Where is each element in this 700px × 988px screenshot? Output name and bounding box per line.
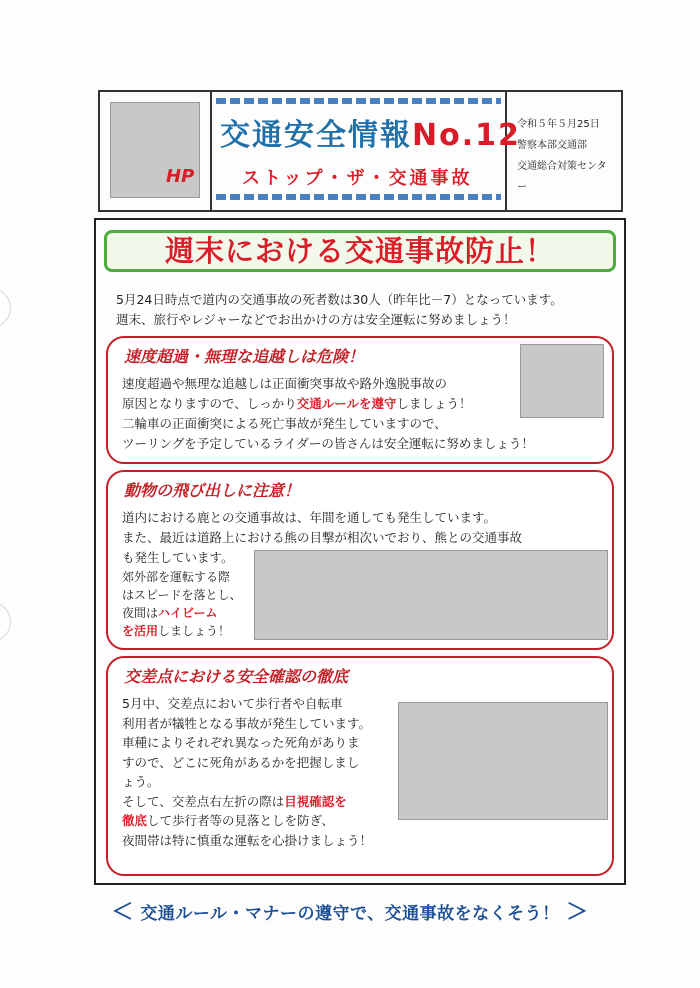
text-line: を活用しましょう！ bbox=[122, 624, 231, 638]
issuer-department: 警察本部交通部 bbox=[517, 140, 587, 151]
headline-banner: 週末における交通事故防止！ bbox=[104, 230, 616, 272]
text-line: 郊外部を運転する際 bbox=[122, 570, 231, 584]
dot-strip-top bbox=[216, 98, 501, 104]
issuer-center: 交通総合対策センター bbox=[517, 161, 607, 193]
main-content-box bbox=[94, 218, 626, 885]
text-line: 徹底して歩行者等の見落としを防ぎ、 bbox=[122, 813, 335, 828]
header-box bbox=[98, 90, 623, 212]
text-line: 二輪車の正面衝突による死亡事故が発生していますので、 bbox=[122, 416, 447, 431]
slogan-text: 交通ルール・マナーの遵守で、交通事故をなくそう！ bbox=[140, 904, 560, 924]
mascot-area bbox=[100, 92, 212, 210]
slogan bbox=[0, 895, 700, 926]
driver-night-view-illustration bbox=[398, 702, 608, 820]
chevron-left-icon: ＜ bbox=[111, 900, 134, 925]
intersection-text bbox=[122, 694, 372, 850]
text-line: 夜間帯は特に慎重な運転を心掛けましょう！ bbox=[122, 832, 373, 848]
text-line: 車種によりそれぞれ異なった死角がありま bbox=[122, 735, 360, 750]
intro-line: 週末、旅行やレジャーなどでお出かけの方は安全運転に努めましょう！ bbox=[116, 312, 516, 327]
intro-text bbox=[116, 290, 563, 330]
text-line: 原因となりますので、しっかり交通ルールを遵守しましょう！ bbox=[122, 396, 472, 411]
issue-date: 令和５年５月25日 bbox=[517, 119, 600, 130]
issue-number: No.12 bbox=[412, 118, 521, 153]
speeding-panel bbox=[106, 336, 614, 464]
highlight-visual-check: 目視確認を bbox=[284, 793, 347, 809]
text-line: 5月中、交差点において歩行者や自転車 bbox=[122, 696, 343, 711]
text-line: はスピードを落とし、 bbox=[122, 588, 242, 602]
highlight-thorough: 徹底 bbox=[122, 813, 148, 828]
highlight-use: を活用 bbox=[122, 624, 159, 638]
intro-line: 5月24日時点で道内の交通事故の死者数は30人（昨年比－7）となっています。 bbox=[116, 292, 563, 307]
animal-title: 動物の飛び出しに注意！ bbox=[124, 481, 301, 500]
text-line: 夜間はハイビーム bbox=[122, 606, 218, 620]
dot-strip-bottom bbox=[216, 194, 501, 200]
intersection-title: 交差点における安全確認の徹底 bbox=[124, 667, 349, 686]
text-line: 道内における鹿との交通事故は、年間を通しても発生しています。 bbox=[122, 510, 497, 525]
animal-text-left bbox=[122, 568, 242, 640]
text-line: ツーリングを予定しているライダーの皆さんは安全運転に努めましょう！ bbox=[122, 436, 534, 451]
newsletter-subtitle: ストップ・ザ・交通事故 bbox=[242, 168, 473, 189]
highlight-high-beam: ハイビーム bbox=[158, 606, 218, 620]
text-line: 速度超過や無理な追越しは正面衝突事故や路外逸脱事故の bbox=[122, 376, 448, 391]
text-line: も発生しています。 bbox=[122, 550, 234, 565]
animal-text-top bbox=[122, 508, 522, 568]
text-line: そして、交差点右左折の際は目視確認を bbox=[122, 793, 347, 809]
issuer-info bbox=[507, 92, 621, 210]
speeding-text bbox=[122, 374, 534, 454]
hp-logo: HP bbox=[166, 166, 195, 187]
speeding-title: 速度超過・無理な追越しは危険！ bbox=[124, 347, 365, 366]
animal-panel bbox=[106, 470, 614, 650]
text-line: ょう。 bbox=[122, 774, 160, 789]
highlight-traffic-rules: 交通ルールを遵守 bbox=[296, 396, 397, 411]
newsletter-title bbox=[220, 114, 521, 158]
title-text: 交通安全情報 bbox=[220, 118, 412, 153]
text-line: また、最近は道路上における熊の目撃が相次いでおり、熊との交通事故 bbox=[122, 530, 523, 545]
title-area bbox=[212, 92, 521, 210]
intersection-panel bbox=[106, 656, 614, 876]
text-line: 利用者が犠牲となる事故が発生しています。 bbox=[122, 715, 372, 731]
text-line: すので、どこに死角があるかを把握しまし bbox=[122, 754, 360, 770]
chevron-right-icon: ＞ bbox=[566, 900, 589, 925]
